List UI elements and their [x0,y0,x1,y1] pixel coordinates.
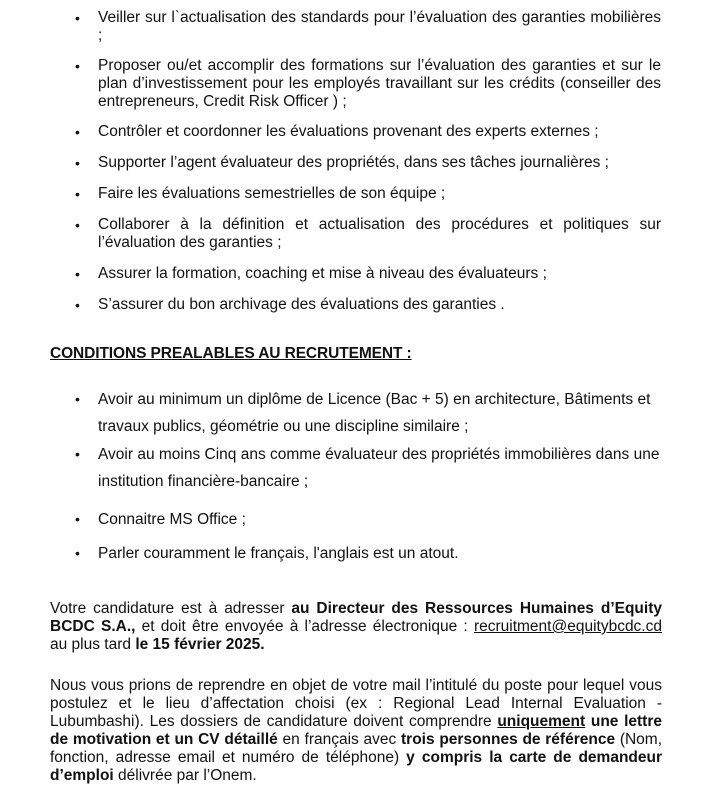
list-item: • Proposer ou/et accomplir des formations sur l’évaluation des garanties et sur le plan d’investissement pour les employés travaillant sur les crédits (conseiller des entrepreneurs, Credit Risk Officer ) ; [75,57,661,110]
email-link[interactable]: recruitment@equitybcdc.cd [473,618,662,635]
list-item: • Assurer la formation, coaching et mise à niveau des évaluateurs ; [75,265,547,282]
list-item: • Connaitre MS Office ; [71,506,661,533]
list-item: • Veiller sur l`actualisation des standards pour l’évaluation des garanties mobilières ; [75,9,661,44]
list-item: • Parler couramment le français, l'anglais est un atout. [71,540,661,567]
bullet-icon: • [75,545,80,561]
bullet-icon: • [75,155,80,171]
bullet-icon: • [75,446,80,462]
bullet-icon: • [75,297,80,313]
application-instructions: Votre candidature est à adresser au Directeur des Ressources Humaines d’Equity BCDC S.A., et doit être envoyée à l’adresse électronique : recruitment@equitybcdc.cd au plus tard le 15 février 2025. [50,600,662,653]
conditions-heading: CONDITIONS PREALABLES AU RECRUTEMENT : [50,345,412,362]
list-item: • Supporter l’agent évaluateur des propriétés, dans ses tâches journalières ; [75,154,609,171]
list-item: • Faire les évaluations semestrielles de son équipe ; [75,185,446,202]
bullet-icon: • [75,10,80,26]
list-item: • Contrôler et coordonner les évaluations provenant des experts externes ; [75,123,599,140]
bullet-icon: • [75,511,80,527]
bullet-icon: • [75,124,80,140]
conditions-list [71,386,661,567]
bullet-icon: • [75,186,80,202]
list-item: • S’assurer du bon archivage des évaluations des garanties . [75,296,505,313]
list-item: • Avoir au minimum un diplôme de Licence (Bac + 5) en architecture, Bâtiments et travaux publics, géométrie ou une discipline similaire ; [71,386,661,440]
bullet-icon: • [75,58,80,74]
list-item: • Collaborer à la définition et actualisation des procédures et politiques sur l’évaluation des garanties ; [75,216,661,251]
recipient: au Directeur des Ressources Humaines d’Equity BCDC S.A., [50,600,662,635]
deadline: le 15 février 2025. [135,636,265,653]
list-item: • Avoir au moins Cinq ans comme évaluateur des propriétés immobilières dans une institution financière-bancaire ; [71,441,661,495]
responsibilities-list [71,9,661,327]
bullet-icon: • [75,217,80,233]
bullet-icon: • [75,266,80,282]
application-requirements: Nous vous prions de reprendre en objet de votre mail l’intitulé du poste pour lequel vous postulez et le lieu d’affectation choisi (ex : Regional Lead Internal Evaluation - Lubumbashi). Les dossiers de candidature doivent comprendre uniquement une lettre de motivation et un CV détaillé en français avec trois personnes de référence (Nom, fonction, adresse email et numéro de téléphone) y compris la carte de demandeur d’emploi délivrée par l’Onem. [50,677,663,784]
bullet-icon: • [75,391,80,407]
emphasis-uniquement: uniquement [497,713,586,730]
